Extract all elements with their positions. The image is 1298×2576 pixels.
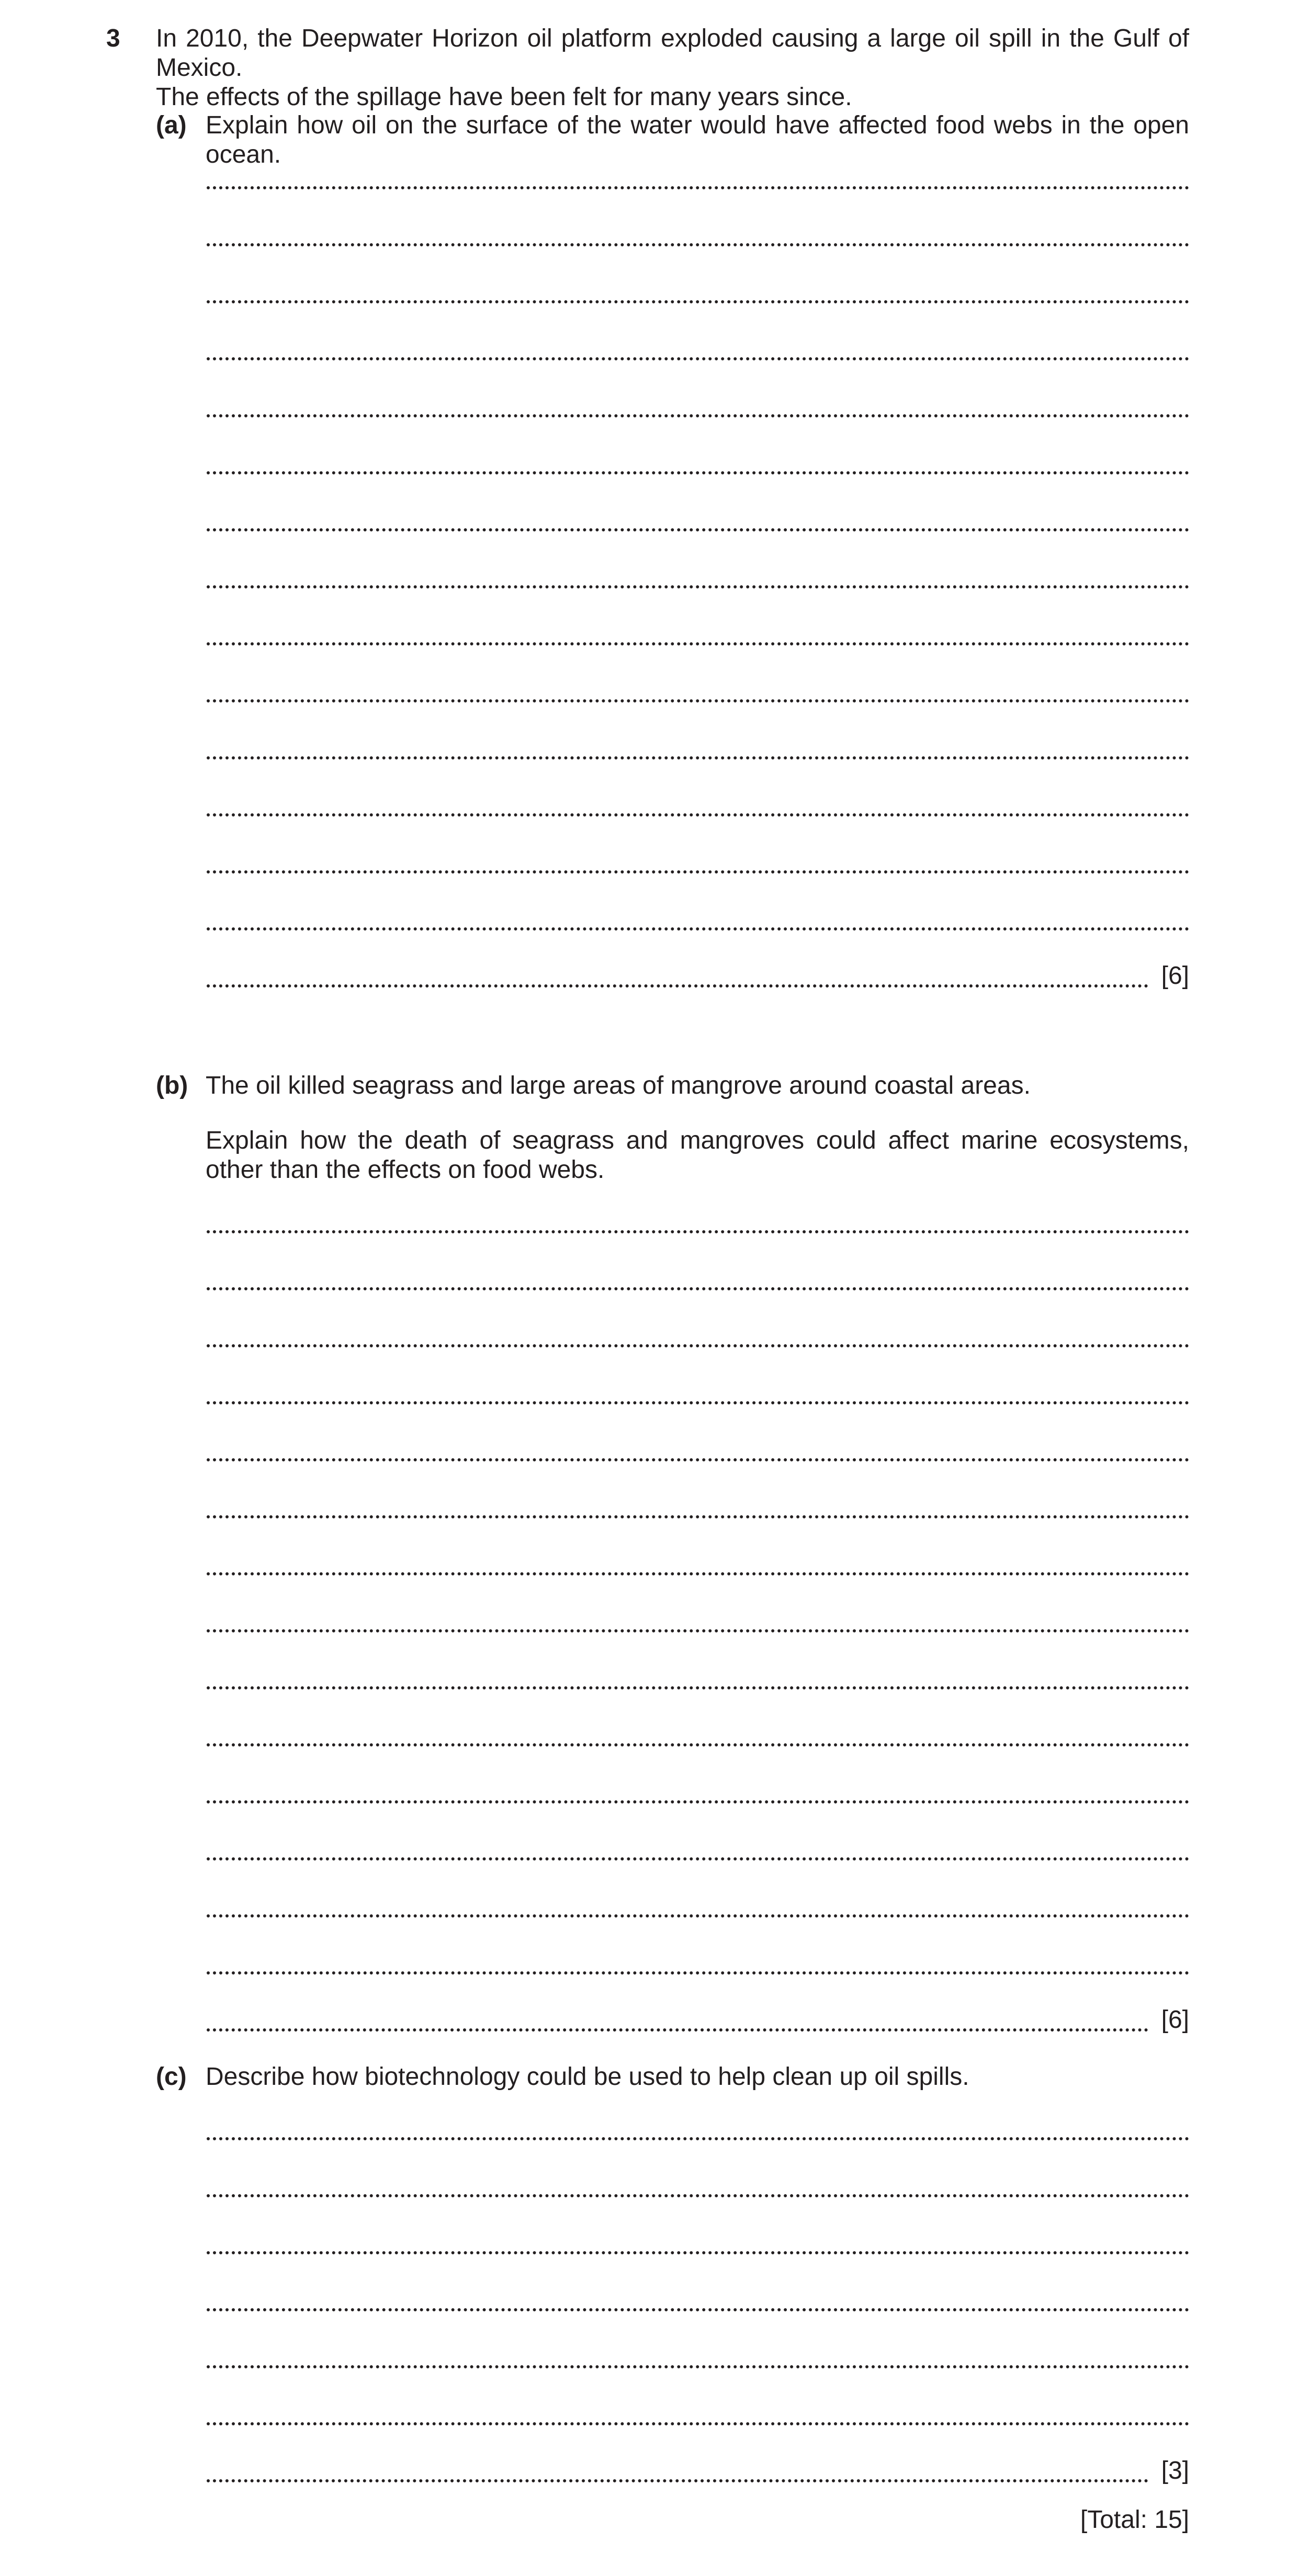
answer-line[interactable] bbox=[207, 240, 1189, 246]
answer-line[interactable] bbox=[207, 981, 1148, 988]
answer-line[interactable] bbox=[207, 2476, 1148, 2482]
answer-line[interactable] bbox=[207, 354, 1189, 360]
answer-line[interactable] bbox=[207, 1569, 1189, 1575]
answer-line[interactable] bbox=[207, 183, 1189, 189]
part-b-prompt-2: Explain how the death of seagrass and mangroves could affect marine ecosystems, other than the effects on food webs. bbox=[206, 1127, 1189, 1184]
answer-line[interactable] bbox=[207, 1227, 1189, 1233]
part-b-prompt-1: The oil killed seagrass and large areas of mangrove around coastal areas. bbox=[206, 1072, 1031, 1099]
answer-line[interactable] bbox=[207, 1683, 1189, 1689]
part-c-marks: [3] bbox=[1161, 2457, 1189, 2484]
answer-line[interactable] bbox=[207, 1797, 1189, 1803]
answer-line[interactable] bbox=[207, 1398, 1189, 1404]
part-c-label: (c) bbox=[156, 2063, 187, 2091]
answer-line[interactable] bbox=[207, 2025, 1148, 2032]
answer-line[interactable] bbox=[207, 1626, 1189, 1632]
total-marks: [Total: 15] bbox=[1080, 2506, 1189, 2534]
intro-line-2: The effects of the spillage have been felt for many years since. bbox=[156, 83, 852, 111]
answer-line[interactable] bbox=[207, 1854, 1189, 1860]
answer-line[interactable] bbox=[207, 2362, 1189, 2368]
part-b-marks: [6] bbox=[1161, 2006, 1189, 2034]
answer-line[interactable] bbox=[207, 1911, 1189, 1917]
answer-line[interactable] bbox=[207, 639, 1189, 645]
answer-line[interactable] bbox=[207, 411, 1189, 417]
question-number: 3 bbox=[106, 25, 120, 52]
answer-line[interactable] bbox=[207, 696, 1189, 702]
answer-line[interactable] bbox=[207, 924, 1189, 930]
answer-line[interactable] bbox=[207, 297, 1189, 303]
answer-line[interactable] bbox=[207, 1968, 1189, 1974]
answer-line[interactable] bbox=[207, 2305, 1189, 2311]
answer-line[interactable] bbox=[207, 1455, 1189, 1461]
part-c-prompt: Describe how biotechnology could be used to help clean up oil spills. bbox=[206, 2063, 969, 2091]
part-a-marks: [6] bbox=[1161, 962, 1189, 990]
answer-line[interactable] bbox=[207, 867, 1189, 873]
answer-line[interactable] bbox=[207, 2191, 1189, 2197]
intro-line-1: In 2010, the Deepwater Horizon oil platform exploded causing a large oil spill in the Gulf of Mexico. bbox=[156, 25, 1189, 82]
question-intro bbox=[156, 24, 1189, 112]
answer-line[interactable] bbox=[207, 1284, 1189, 1290]
answer-line[interactable] bbox=[207, 2134, 1189, 2140]
part-a-prompt: Explain how oil on the surface of the water would have affected food webs in the open ocean. bbox=[206, 111, 1189, 168]
answer-line[interactable] bbox=[207, 1740, 1189, 1746]
answer-line[interactable] bbox=[207, 525, 1189, 531]
answer-line[interactable] bbox=[207, 1512, 1189, 1518]
part-a-label: (a) bbox=[156, 111, 187, 139]
answer-line[interactable] bbox=[207, 2248, 1189, 2254]
answer-line[interactable] bbox=[207, 582, 1189, 588]
part-b-label: (b) bbox=[156, 1072, 188, 1099]
answer-line[interactable] bbox=[207, 753, 1189, 759]
answer-line[interactable] bbox=[207, 1341, 1189, 1347]
answer-line[interactable] bbox=[207, 468, 1189, 474]
answer-line[interactable] bbox=[207, 810, 1189, 816]
answer-line[interactable] bbox=[207, 2419, 1189, 2425]
